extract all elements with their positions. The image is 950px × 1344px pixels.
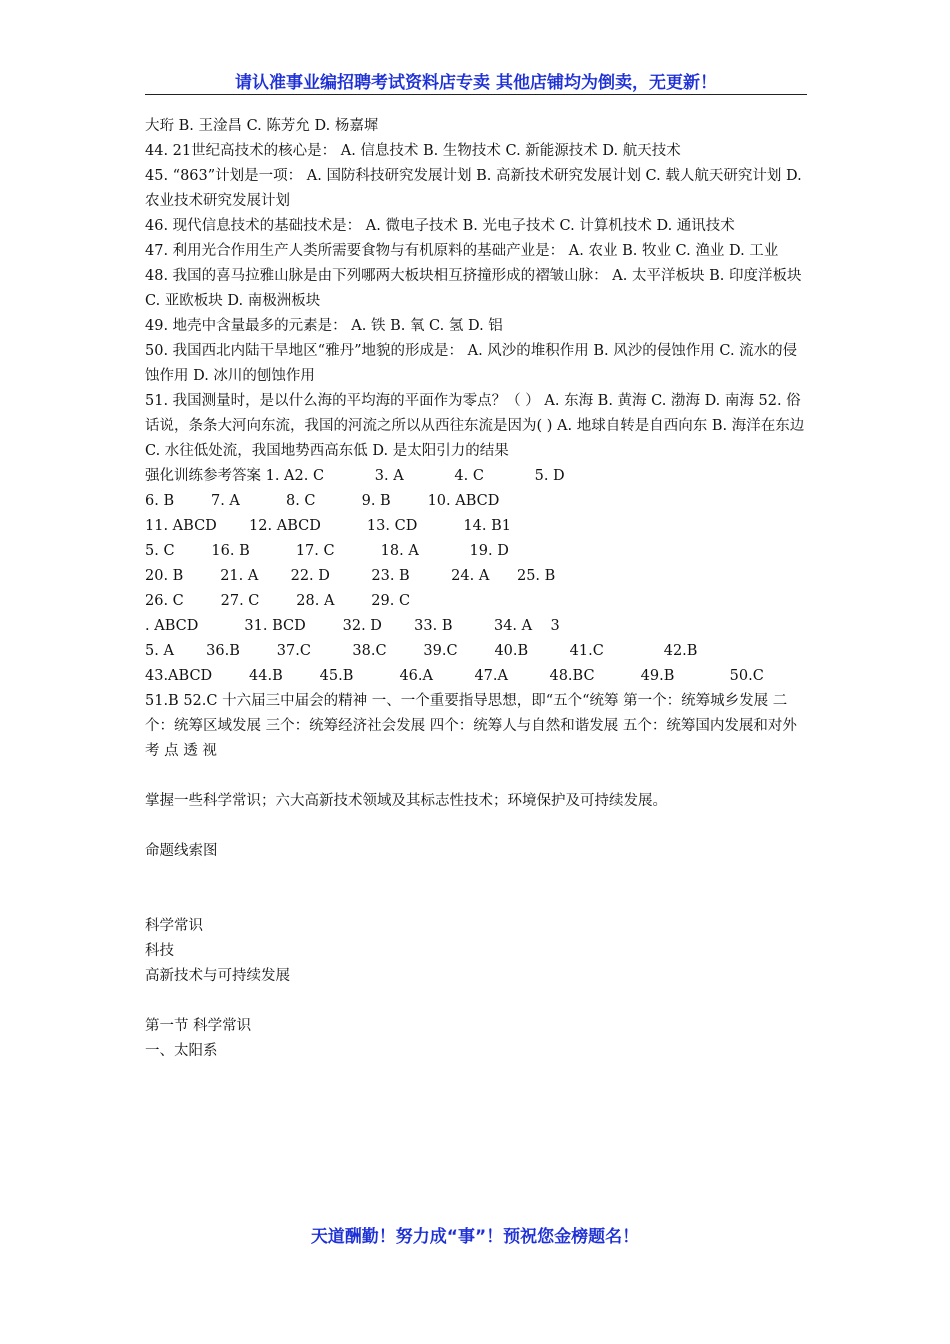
- question-47: 47. 利用光合作用生产人类所需要食物与有机原料的基础产业是： A. 农业 B. 牧业 C. 渔业 D. 工业: [145, 243, 779, 259]
- question-44: 44. 21世纪高技术的核心是： A. 信息技术 B. 生物技术 C. 新能源技术 D. 航天技术: [145, 143, 681, 159]
- tree-node: 高新技术与可持续发展: [145, 968, 290, 984]
- footer-motto: 天道酬勤！努力成“事”！预祝您金榜题名！: [310, 1227, 640, 1247]
- header-banner: 请认准事业编招聘考试资料店专卖 其他店铺均为倒卖，无更新！: [235, 73, 717, 93]
- answer-line: 20. B 21. A 22. D 23. B 24. A 25. B: [145, 568, 556, 584]
- question-51-52: 51. 我国测量时，是以什么海的平均海的平面作为零点？（ ） A. 东海 B. 黄海 C. 渤海 D. 南海 52. 俗话说，条条大河向东流，我国的河流之所以从西往东流是因为( ) A. 地球自转是自西向东 B. 海洋在东边 C. 水往低处流，我国地势西高东低 D. 是太阳引力的结果: [145, 393, 805, 459]
- answer-line: 5. C 16. B 17. C 18. A 19. D: [145, 543, 509, 559]
- answer-closing-paragraph: 51.B 52.C 十六届三中届会的精神 一、一个重要指导思想，即“五个“统筹 第一个：统筹城乡发展 二个：统筹区域发展 三个：统筹经济社会发展 四个：统筹人与自然和谐发展 五个：统筹国内发展和对外: [145, 693, 797, 734]
- question-48: 48. 我国的喜马拉雅山脉是由下列哪两大板块相互挤撞形成的褶皱山脉： A. 太平洋板块 B. 印度洋板块 C. 亚欧板块 D. 南极洲板块: [145, 268, 802, 309]
- subsection-title: 一、太阳系: [145, 1043, 218, 1059]
- spacer: [145, 814, 810, 839]
- spacer: [145, 989, 810, 1014]
- answer-line: 11. ABCD 12. ABCD 13. CD 14. B1: [145, 518, 511, 534]
- header-rule: [145, 94, 807, 95]
- answer-line: 6. B 7. A 8. C 9. B 10. ABCD: [145, 493, 500, 509]
- section-title: 第一节 科学常识: [145, 1018, 252, 1034]
- tree-node: 科技: [145, 943, 174, 959]
- answer-line: 43.ABCD 44.B 45.B 46.A 47.A 48.BC 49.B 50.C: [145, 668, 764, 684]
- tree-node: 科学常识: [145, 918, 203, 934]
- spacer: [145, 764, 810, 789]
- kaodian-heading: 考 点 透 视: [145, 743, 217, 759]
- kaodian-body: 掌握一些科学常识；六大高新技术领域及其标志性技术；环境保护及可持续发展。: [145, 793, 667, 809]
- question-43-tail: 大珩 B. 王淦昌 C. 陈芳允 D. 杨嘉墀: [145, 118, 379, 134]
- question-46: 46. 现代信息技术的基础技术是： A. 微电子技术 B. 光电子技术 C. 计算机技术 D. 通讯技术: [145, 218, 735, 234]
- answer-line: 5. A 36.B 37.C 38.C 39.C 40.B 41.C 42.B: [145, 643, 698, 659]
- answer-line: 强化训练参考答案 1. A2. C 3. A 4. C 5. D: [145, 468, 565, 484]
- spacer: [145, 864, 810, 914]
- document-body: [145, 114, 810, 1064]
- answer-line: 26. C 27. C 28. A 29. C: [145, 593, 411, 609]
- question-49: 49. 地壳中含量最多的元素是： A. 铁 B. 氧 C. 氢 D. 铝: [145, 318, 503, 334]
- mingti-heading: 命题线索图: [145, 843, 218, 859]
- question-50: 50. 我国西北内陆干旱地区“雅丹”地貌的形成是： A. 风沙的堆积作用 B. 风沙的侵蚀作用 C. 流水的侵蚀作用 D. 冰川的刨蚀作用: [145, 343, 798, 384]
- answer-line: . ABCD 31. BCD 32. D 33. B 34. A 3: [145, 618, 560, 634]
- question-45: 45. “863”计划是一项： A. 国防科技研究发展计划 B. 高新技术研究发展计划 C. 载人航天研究计划 D. 农业技术研究发展计划: [145, 168, 802, 209]
